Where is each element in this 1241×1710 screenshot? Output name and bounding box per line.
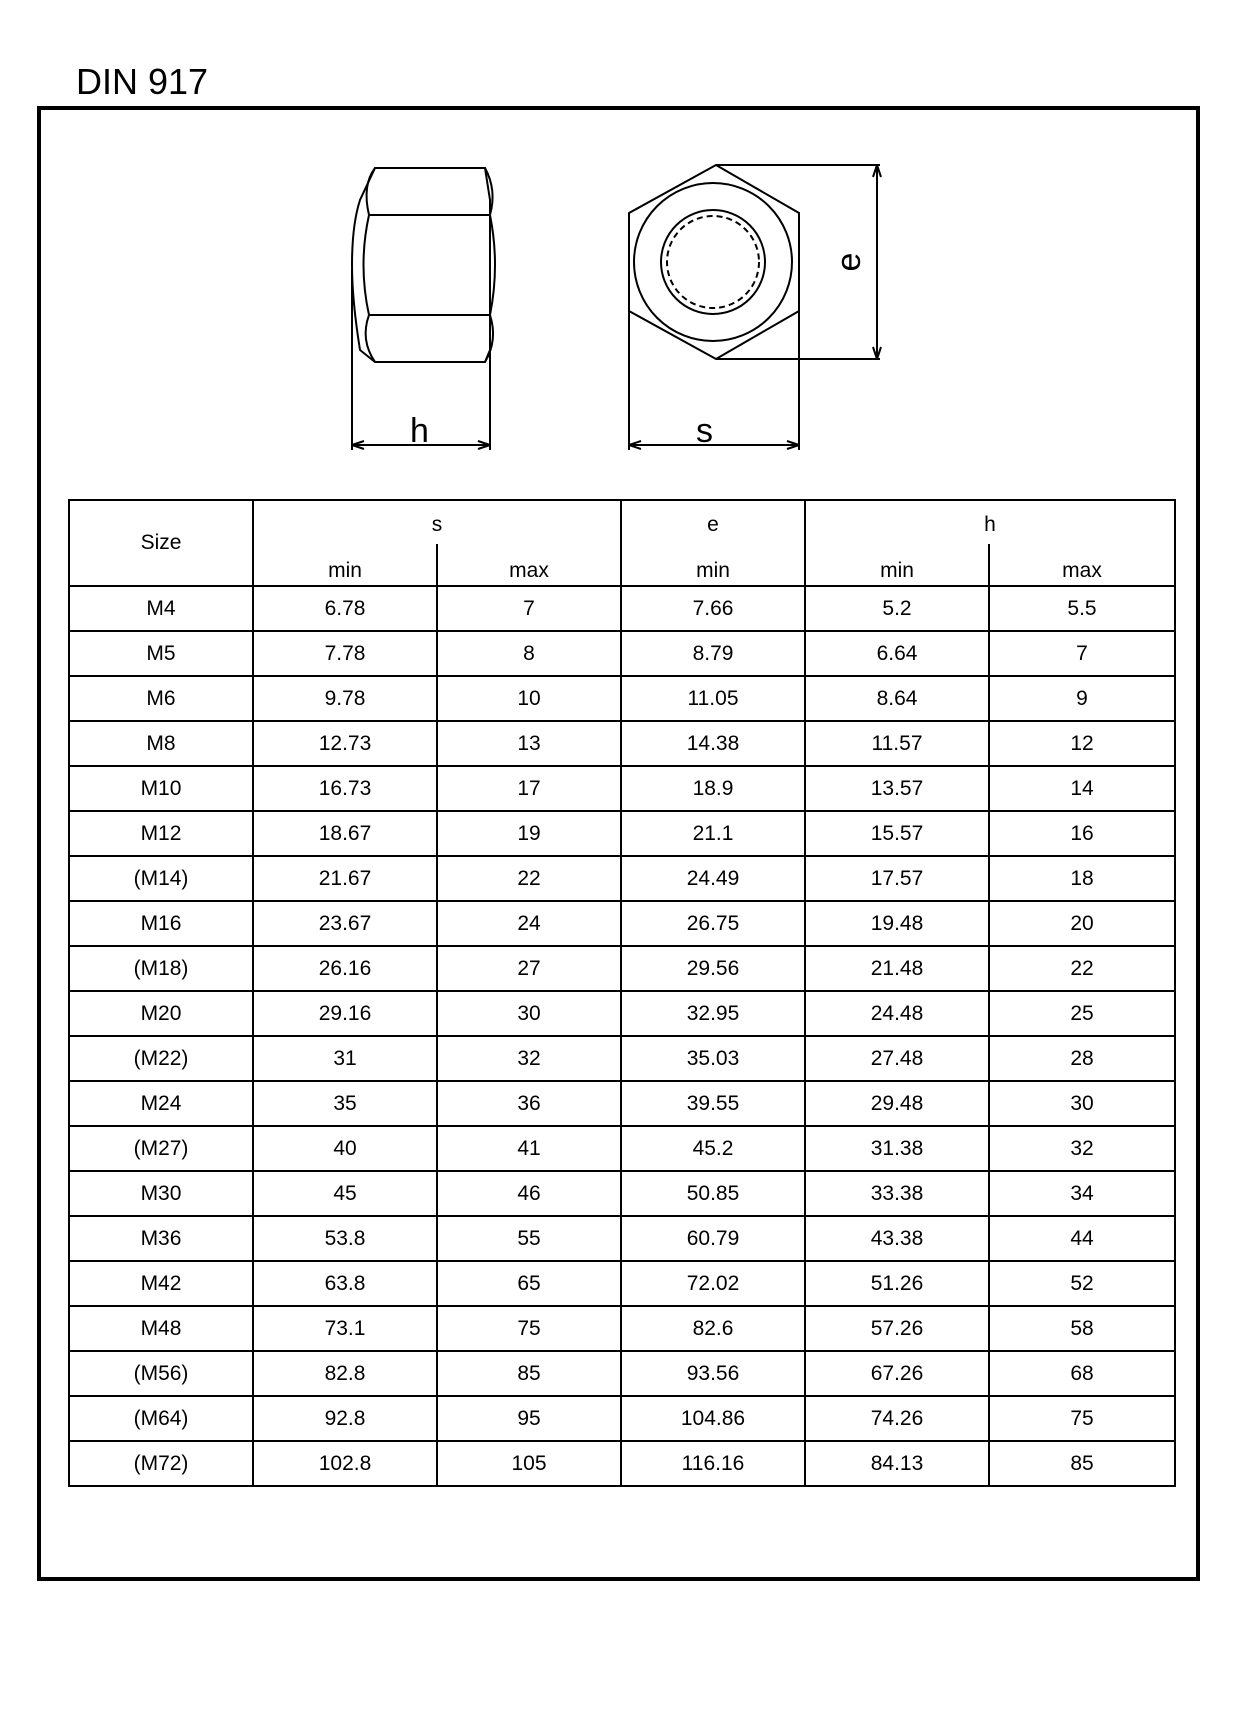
cell-h-max: 58: [989, 1306, 1175, 1351]
table-row: [69, 1351, 1175, 1396]
table-row: [69, 811, 1175, 856]
cell-h-max: 30: [989, 1081, 1175, 1126]
cell-h-max: 9: [989, 676, 1175, 721]
cell-s-max: 55: [437, 1216, 621, 1261]
cell-s-max: 95: [437, 1396, 621, 1441]
cell-s-max: 65: [437, 1261, 621, 1306]
cell-s-max: 32: [437, 1036, 621, 1081]
cell-s-max: 22: [437, 856, 621, 901]
cell-e-min: 50.85: [621, 1171, 805, 1216]
cell-s-min: 29.16: [253, 991, 437, 1036]
cell-e-min: 93.56: [621, 1351, 805, 1396]
cell-size: M12: [69, 811, 253, 856]
cell-s-min: 63.8: [253, 1261, 437, 1306]
cell-h-max: 68: [989, 1351, 1175, 1396]
header-s-max: max: [437, 544, 621, 586]
cell-s-max: 36: [437, 1081, 621, 1126]
cell-s-max: 41: [437, 1126, 621, 1171]
cell-h-min: 11.57: [805, 721, 989, 766]
cell-e-min: 39.55: [621, 1081, 805, 1126]
cell-h-min: 5.2: [805, 586, 989, 631]
cell-h-min: 43.38: [805, 1216, 989, 1261]
cell-h-min: 29.48: [805, 1081, 989, 1126]
cell-e-min: 14.38: [621, 721, 805, 766]
cell-size: M30: [69, 1171, 253, 1216]
cell-h-max: 16: [989, 811, 1175, 856]
cell-s-min: 53.8: [253, 1216, 437, 1261]
cell-size: (M27): [69, 1126, 253, 1171]
cell-e-min: 7.66: [621, 586, 805, 631]
cell-h-min: 21.48: [805, 946, 989, 991]
cell-h-min: 27.48: [805, 1036, 989, 1081]
cell-s-min: 9.78: [253, 676, 437, 721]
cell-h-max: 28: [989, 1036, 1175, 1081]
cell-h-min: 67.26: [805, 1351, 989, 1396]
cell-h-max: 44: [989, 1216, 1175, 1261]
cell-s-max: 19: [437, 811, 621, 856]
top-view-nut: [629, 165, 881, 450]
cell-size: (M18): [69, 946, 253, 991]
cell-s-min: 31: [253, 1036, 437, 1081]
table-row: [69, 856, 1175, 901]
cell-s-max: 7: [437, 586, 621, 631]
header-e: e: [621, 500, 805, 544]
table-row: [69, 1171, 1175, 1216]
cell-size: M4: [69, 586, 253, 631]
cell-h-min: 6.64: [805, 631, 989, 676]
cell-s-max: 46: [437, 1171, 621, 1216]
cell-s-min: 23.67: [253, 901, 437, 946]
table-row: [69, 1216, 1175, 1261]
cell-h-min: 19.48: [805, 901, 989, 946]
table-row: [69, 991, 1175, 1036]
cell-size: M36: [69, 1216, 253, 1261]
cell-size: M5: [69, 631, 253, 676]
cell-h-max: 75: [989, 1396, 1175, 1441]
cell-s-min: 102.8: [253, 1441, 437, 1486]
table-row: [69, 1036, 1175, 1081]
cell-s-min: 6.78: [253, 586, 437, 631]
cell-s-max: 75: [437, 1306, 621, 1351]
cell-s-min: 40: [253, 1126, 437, 1171]
cell-s-max: 27: [437, 946, 621, 991]
header-h: h: [805, 500, 1175, 544]
cell-size: (M22): [69, 1036, 253, 1081]
table-row: [69, 721, 1175, 766]
cell-e-min: 29.56: [621, 946, 805, 991]
table-row: [69, 1126, 1175, 1171]
header-e-min: min: [621, 544, 805, 586]
cell-size: M48: [69, 1306, 253, 1351]
document-title: DIN 917: [76, 61, 209, 102]
cell-size: M16: [69, 901, 253, 946]
cell-h-min: 17.57: [805, 856, 989, 901]
cell-h-max: 7: [989, 631, 1175, 676]
header-h-min: min: [805, 544, 989, 586]
cell-s-max: 10: [437, 676, 621, 721]
cell-h-min: 15.57: [805, 811, 989, 856]
cell-s-min: 18.67: [253, 811, 437, 856]
table-row: [69, 766, 1175, 811]
cell-h-max: 18: [989, 856, 1175, 901]
cell-s-max: 105: [437, 1441, 621, 1486]
cell-h-min: 13.57: [805, 766, 989, 811]
cell-s-max: 30: [437, 991, 621, 1036]
cell-s-min: 16.73: [253, 766, 437, 811]
cell-h-max: 32: [989, 1126, 1175, 1171]
cell-size: M10: [69, 766, 253, 811]
cell-e-min: 60.79: [621, 1216, 805, 1261]
header-size: Size: [69, 500, 253, 586]
cell-s-min: 26.16: [253, 946, 437, 991]
cell-size: M20: [69, 991, 253, 1036]
cell-e-min: 72.02: [621, 1261, 805, 1306]
table-row: [69, 676, 1175, 721]
side-view-nut: [352, 168, 495, 450]
cell-e-min: 11.05: [621, 676, 805, 721]
cell-h-max: 25: [989, 991, 1175, 1036]
cell-s-min: 45: [253, 1171, 437, 1216]
cell-h-max: 34: [989, 1171, 1175, 1216]
cell-size: (M72): [69, 1441, 253, 1486]
dimensions-table: [68, 499, 1176, 1487]
table-row: [69, 1081, 1175, 1126]
cell-h-min: 33.38: [805, 1171, 989, 1216]
cell-h-min: 31.38: [805, 1126, 989, 1171]
header-s-min: min: [253, 544, 437, 586]
cell-size: M24: [69, 1081, 253, 1126]
cell-h-min: 74.26: [805, 1396, 989, 1441]
cell-s-min: 92.8: [253, 1396, 437, 1441]
cell-h-max: 22: [989, 946, 1175, 991]
cell-s-min: 35: [253, 1081, 437, 1126]
table-body: [69, 586, 1175, 1486]
cell-e-min: 35.03: [621, 1036, 805, 1081]
cell-h-max: 12: [989, 721, 1175, 766]
table-row: [69, 901, 1175, 946]
dimension-label-h: h: [410, 412, 429, 450]
cell-h-min: 57.26: [805, 1306, 989, 1351]
cell-size: M8: [69, 721, 253, 766]
cell-e-min: 45.2: [621, 1126, 805, 1171]
cell-s-max: 13: [437, 721, 621, 766]
cell-s-min: 73.1: [253, 1306, 437, 1351]
dimension-label-e: e: [830, 252, 868, 272]
header-h-max: max: [989, 544, 1175, 586]
dimension-label-s: s: [696, 412, 713, 450]
cell-e-min: 82.6: [621, 1306, 805, 1351]
cell-e-min: 104.86: [621, 1396, 805, 1441]
cell-s-max: 85: [437, 1351, 621, 1396]
cell-s-min: 82.8: [253, 1351, 437, 1396]
cell-e-min: 21.1: [621, 811, 805, 856]
header-s: s: [253, 500, 621, 544]
cell-h-min: 51.26: [805, 1261, 989, 1306]
cell-size: M6: [69, 676, 253, 721]
cell-h-max: 20: [989, 901, 1175, 946]
table-row: [69, 1396, 1175, 1441]
table-row: [69, 1441, 1175, 1486]
table-row: [69, 586, 1175, 631]
cell-s-max: 8: [437, 631, 621, 676]
cell-h-max: 85: [989, 1441, 1175, 1486]
cell-e-min: 18.9: [621, 766, 805, 811]
cell-size: (M64): [69, 1396, 253, 1441]
cell-h-max: 14: [989, 766, 1175, 811]
cell-h-min: 8.64: [805, 676, 989, 721]
cell-s-max: 24: [437, 901, 621, 946]
table-row: [69, 946, 1175, 991]
cell-e-min: 8.79: [621, 631, 805, 676]
cell-s-min: 21.67: [253, 856, 437, 901]
cell-h-min: 24.48: [805, 991, 989, 1036]
cell-size: (M14): [69, 856, 253, 901]
cell-s-max: 17: [437, 766, 621, 811]
table-row: [69, 631, 1175, 676]
cell-e-min: 116.16: [621, 1441, 805, 1486]
cell-size: (M56): [69, 1351, 253, 1396]
table-row: [69, 1306, 1175, 1351]
table-row: [69, 1261, 1175, 1306]
cell-s-min: 7.78: [253, 631, 437, 676]
cell-e-min: 26.75: [621, 901, 805, 946]
cell-s-min: 12.73: [253, 721, 437, 766]
cell-size: M42: [69, 1261, 253, 1306]
cell-h-max: 52: [989, 1261, 1175, 1306]
cell-e-min: 24.49: [621, 856, 805, 901]
cell-h-max: 5.5: [989, 586, 1175, 631]
cell-h-min: 84.13: [805, 1441, 989, 1486]
cell-e-min: 32.95: [621, 991, 805, 1036]
